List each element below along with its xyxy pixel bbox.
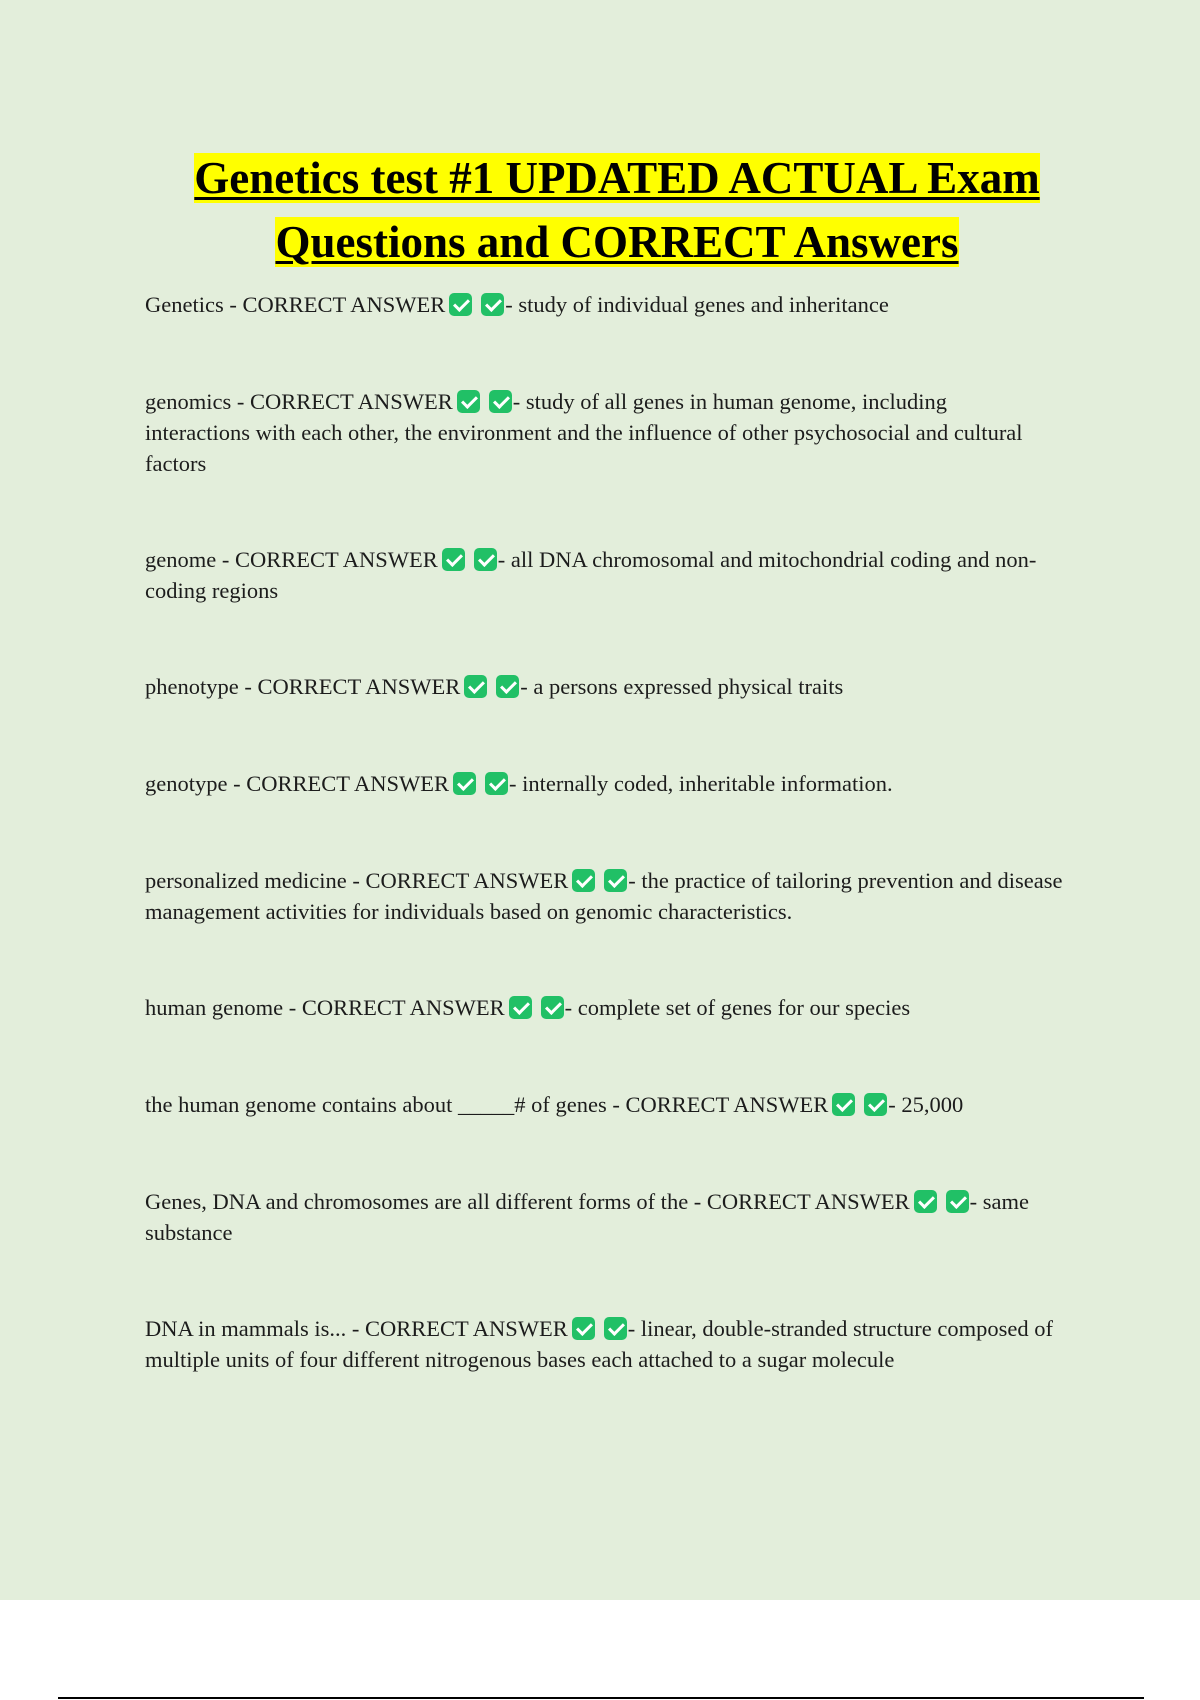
entry-term: Genetics - xyxy=(145,292,243,317)
check-icon xyxy=(572,869,595,892)
correct-answer-marker: CORRECT ANSWER xyxy=(246,771,449,796)
title-line-1: Genetics test #1 UPDATED ACTUAL Exam xyxy=(194,153,1040,203)
correct-answer-marker: CORRECT ANSWER xyxy=(365,1316,568,1341)
correct-answer-marker: CORRECT ANSWER xyxy=(257,674,461,699)
document-title xyxy=(140,146,1094,274)
check-icon xyxy=(509,996,532,1019)
entry-term: genotype - xyxy=(145,771,247,796)
qa-entry xyxy=(145,1089,1090,1120)
qa-entry xyxy=(145,671,1090,702)
check-icon xyxy=(914,1190,937,1213)
entry-answer: - all DNA chromosomal and mitochondrial coding and non-coding regions xyxy=(145,547,1037,603)
check-icon xyxy=(453,772,476,795)
entry-answer: - study of individual genes and inheritance xyxy=(505,292,889,317)
entry-answer: - complete set of genes for our species xyxy=(564,995,911,1020)
check-icon xyxy=(489,390,512,413)
entry-answer: - the practice of tailoring prevention and disease management activities for individuals based on genomic characteristics. xyxy=(145,868,1063,924)
entry-term: Genes, DNA and chromosomes are all different forms of the - xyxy=(145,1189,707,1214)
title-line-2: Questions and CORRECT Answers xyxy=(275,217,959,267)
qa-entry xyxy=(145,289,1090,320)
check-icon xyxy=(457,390,480,413)
qa-entry xyxy=(145,768,1090,799)
check-icon xyxy=(485,772,508,795)
check-icon xyxy=(572,1317,595,1340)
correct-answer-marker: CORRECT ANSWER xyxy=(242,292,446,317)
check-icon xyxy=(449,293,472,316)
check-icon xyxy=(442,548,465,571)
entry-answer: - internally coded, inheritable information. xyxy=(508,771,893,796)
entry-term: human genome - xyxy=(145,995,302,1020)
entry-term: personalized medicine - xyxy=(145,868,366,893)
check-icon xyxy=(946,1190,969,1213)
entry-answer: - a persons expressed physical traits xyxy=(520,674,844,699)
check-icon xyxy=(474,548,497,571)
qa-entry xyxy=(145,1313,1090,1375)
entry-answer: - study of all genes in human genome, including interactions with each other, the environment and the influence of other psychosocial and cultural factors xyxy=(145,389,1023,476)
qa-entry xyxy=(145,386,1045,479)
qa-entry xyxy=(145,1186,1090,1248)
check-icon xyxy=(604,1317,627,1340)
check-icon xyxy=(832,1093,855,1116)
check-icon xyxy=(481,293,504,316)
check-icon xyxy=(864,1093,887,1116)
correct-answer-marker: CORRECT ANSWER xyxy=(365,868,569,893)
entry-answer: - same substance xyxy=(145,1189,1030,1245)
entry-term: the human genome contains about _____# of genes - xyxy=(145,1092,626,1117)
check-icon xyxy=(604,869,627,892)
entry-term: genome - xyxy=(145,547,235,572)
footer-rule-divider xyxy=(58,1697,1144,1699)
correct-answer-marker: CORRECT ANSWER xyxy=(706,1189,910,1214)
correct-answer-marker: CORRECT ANSWER xyxy=(301,995,505,1020)
qa-entry xyxy=(145,992,1090,1023)
entry-answer: - linear, double-stranded structure composed of multiple units of four different nitrogenous bases each attached to a sugar molecule xyxy=(145,1316,1053,1372)
check-icon xyxy=(496,675,519,698)
qa-entry xyxy=(145,544,1090,606)
check-icon xyxy=(464,675,487,698)
entry-answer: - 25,000 xyxy=(888,1092,964,1117)
correct-answer-marker: CORRECT ANSWER xyxy=(249,389,453,414)
entry-term: phenotype - xyxy=(145,674,258,699)
entry-term: genomics - xyxy=(145,389,250,414)
entry-term: DNA in mammals is... - xyxy=(145,1316,365,1341)
qa-entry xyxy=(145,865,1090,927)
correct-answer-marker: CORRECT ANSWER xyxy=(625,1092,829,1117)
check-icon xyxy=(541,996,564,1019)
correct-answer-marker: CORRECT ANSWER xyxy=(234,547,438,572)
